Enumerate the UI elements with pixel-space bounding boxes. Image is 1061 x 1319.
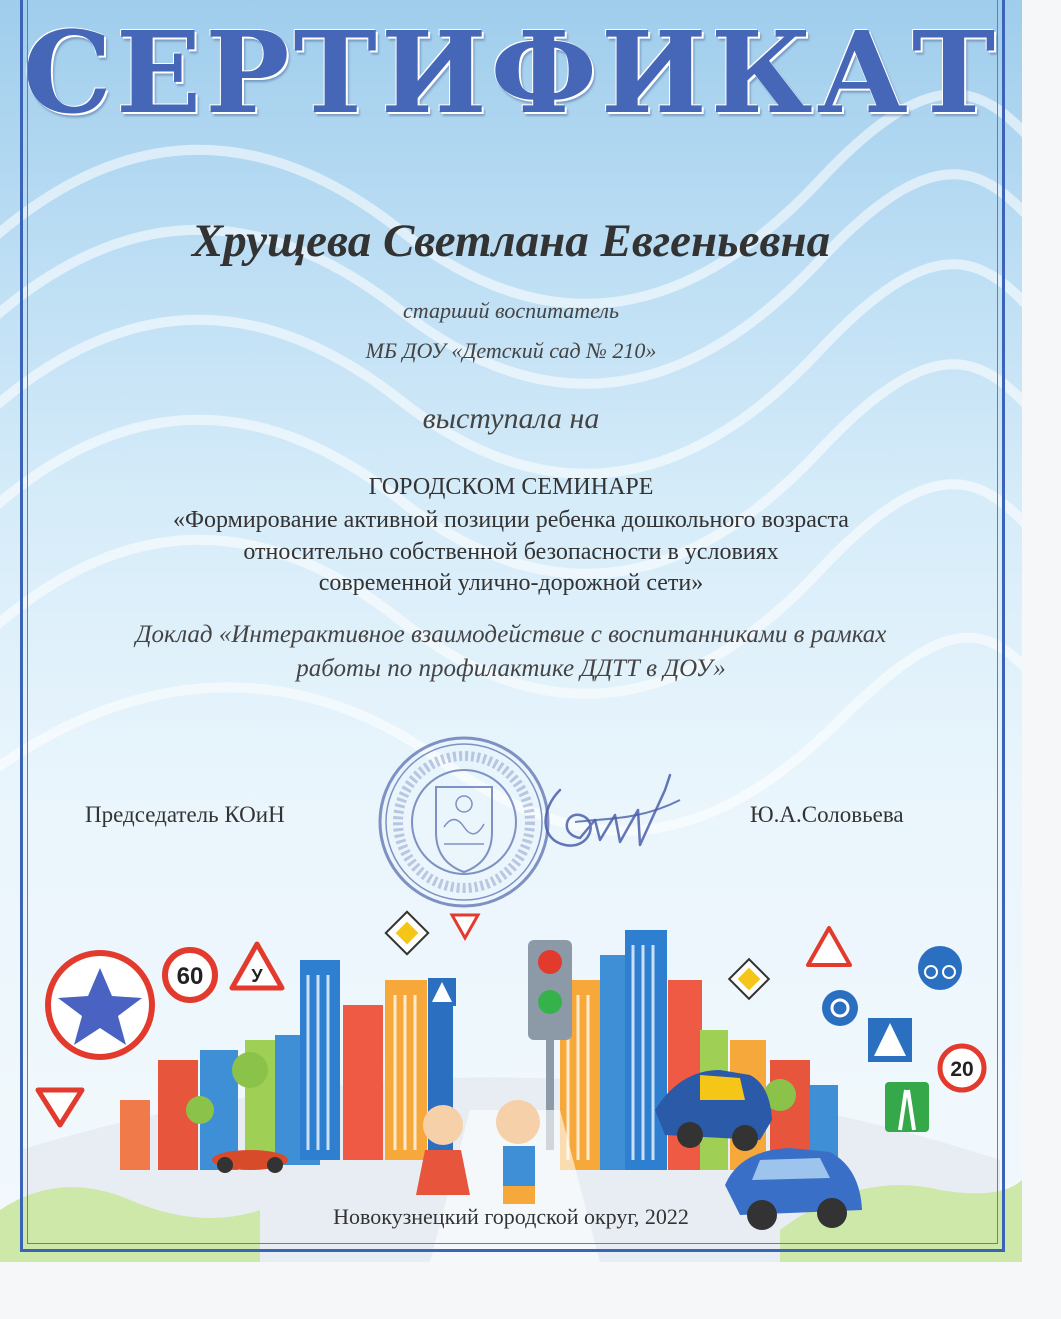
certificate-inner-border (27, 0, 998, 1244)
recipient-name: Хрущева Светлана Евгеньевна (191, 215, 831, 267)
report-line: Доклад «Интерактивное взаимодействие с воспитанниками в рамках (135, 621, 887, 648)
footer-location-year: Новокузнецкий городской округ, 2022 (333, 1204, 689, 1229)
seminar-line: относительно собственной безопасности в условиях (243, 539, 779, 565)
recipient-position: старший воспитатель (403, 298, 619, 323)
svg-text:20: 20 (950, 1058, 974, 1081)
seminar-line: «Формирование активной позиции ребенка дошкольного возраста (173, 507, 849, 533)
chair-label: Председатель КОиН (85, 802, 285, 827)
report-line: работы по профилактике ДДТТ в ДОУ» (296, 655, 726, 682)
signer-name: Ю.А.Соловьева (750, 802, 904, 827)
certificate-title: СЕРТИФИКАТ (22, 8, 1000, 139)
recipient-organization: МБ ДОУ «Детский сад № 210» (365, 338, 657, 363)
seminar-heading: ГОРОДСКОМ СЕМИНАРЕ (368, 474, 654, 500)
action-text: выступала на (422, 402, 600, 435)
seminar-line: современной улично-дорожной сети» (318, 570, 704, 596)
svg-text:У: У (251, 966, 263, 986)
svg-text:60: 60 (176, 963, 204, 990)
